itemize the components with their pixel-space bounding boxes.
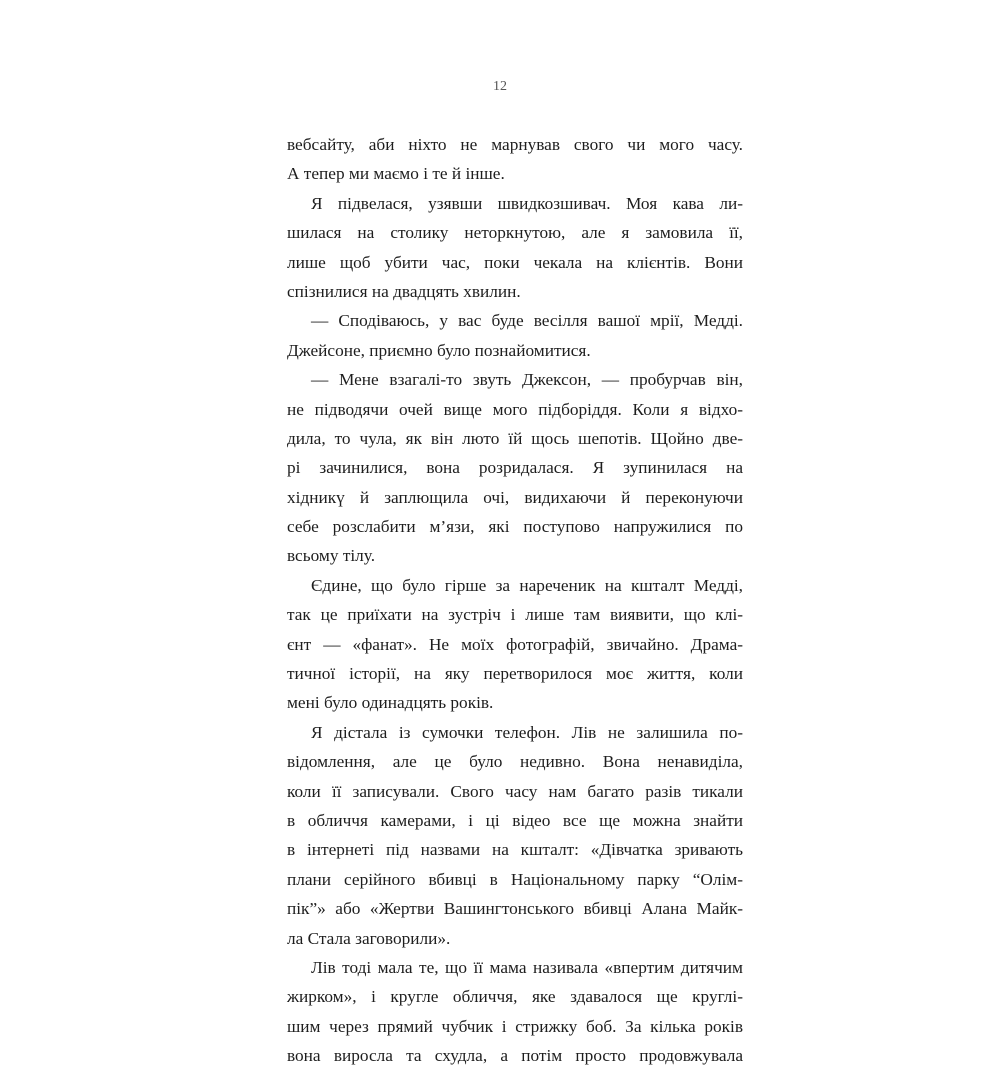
- text-line: хідникү й заплющила очі, видихаючи й переконуючи: [287, 487, 743, 507]
- text-line: в обличчя камерами, і ці відео все ще можна знайти: [287, 810, 743, 830]
- text-line: Джейсоне, приємно було познайомитися.: [287, 340, 591, 360]
- text-line: шим через прямий чубчик і стрижку боб. За кілька років: [287, 1016, 743, 1036]
- text-line: жирком», і кругле обличчя, яке здавалося ще круглі-: [287, 987, 743, 1007]
- text-line: себе розслабити м’язи, які поступово напружилися по: [287, 517, 743, 537]
- text-line: не підводячи очей вище мого підборіддя. Коли я відхо-: [287, 399, 743, 419]
- text-line: плани серійного вбивці в Національному парку “Олім-: [287, 869, 743, 889]
- text-line: — Мене взагалі-то звуть Джексон, — пробурчав він,: [311, 370, 743, 390]
- text-line: рі зачинилися, вона розридалася. Я зупинилася на: [287, 458, 743, 478]
- text-line: Єдине, що було гірше за нареченик на кшталт Медді,: [311, 575, 743, 595]
- text-line: шилася на столику неторкнутою, але я замовила її,: [287, 223, 743, 243]
- text-line: в інтернеті під назвами на кшталт: «Дівчатка зривають: [287, 840, 743, 860]
- text-line: коли її записували. Свого часу нам багато разів тикали: [287, 781, 743, 801]
- text-line: Лів тоді мала те, що її мама називала «впертим дитячим: [311, 957, 743, 977]
- text-line: спізнилися на двадцять хвилин.: [287, 281, 521, 301]
- text-line: ла Стала заговорили».: [287, 928, 451, 948]
- text-line: Я дістала із сумочки телефон. Лів не залишила по-: [311, 722, 743, 742]
- text-line: тичної історії, на яку перетворилося моє життя, коли: [287, 664, 743, 684]
- text-line: так це приїхати на зустріч і лише там виявити, що клі-: [287, 605, 743, 625]
- text-line: мені було одинадцять років.: [287, 693, 494, 713]
- text-line: вебсайту, аби ніхто не марнував свого чи мого часу.: [287, 135, 743, 154]
- text-line: відомлення, але це було недивно. Вона ненавиділа,: [287, 752, 743, 772]
- text-line: дила, то чула, як він люто їй щось шепотів. Щойно две-: [287, 428, 743, 448]
- text-line: пік”» або «Жертви Вашингтонського вбивці Алана Майк-: [287, 899, 743, 919]
- text-line: Я підвелася, узявши швидкозшивач. Моя кава ли-: [311, 193, 743, 213]
- body-text: [287, 130, 743, 1071]
- text-line: вона виросла та схудла, а потім просто продовжувала: [287, 1046, 743, 1066]
- page-number: 12: [493, 79, 507, 94]
- text-line: всьому тілу.: [287, 546, 376, 566]
- text-line: лише щоб убити час, поки чекала на клієнтів. Вони: [287, 252, 743, 272]
- text-line: — Сподіваюсь, у вас буде весілля вашої мрії, Медді.: [311, 311, 743, 331]
- text-line: А тепер ми маємо і те й інше.: [287, 164, 505, 184]
- text-line: єнт — «фанат». Не моїх фотографій, звичайно. Драма-: [287, 634, 743, 654]
